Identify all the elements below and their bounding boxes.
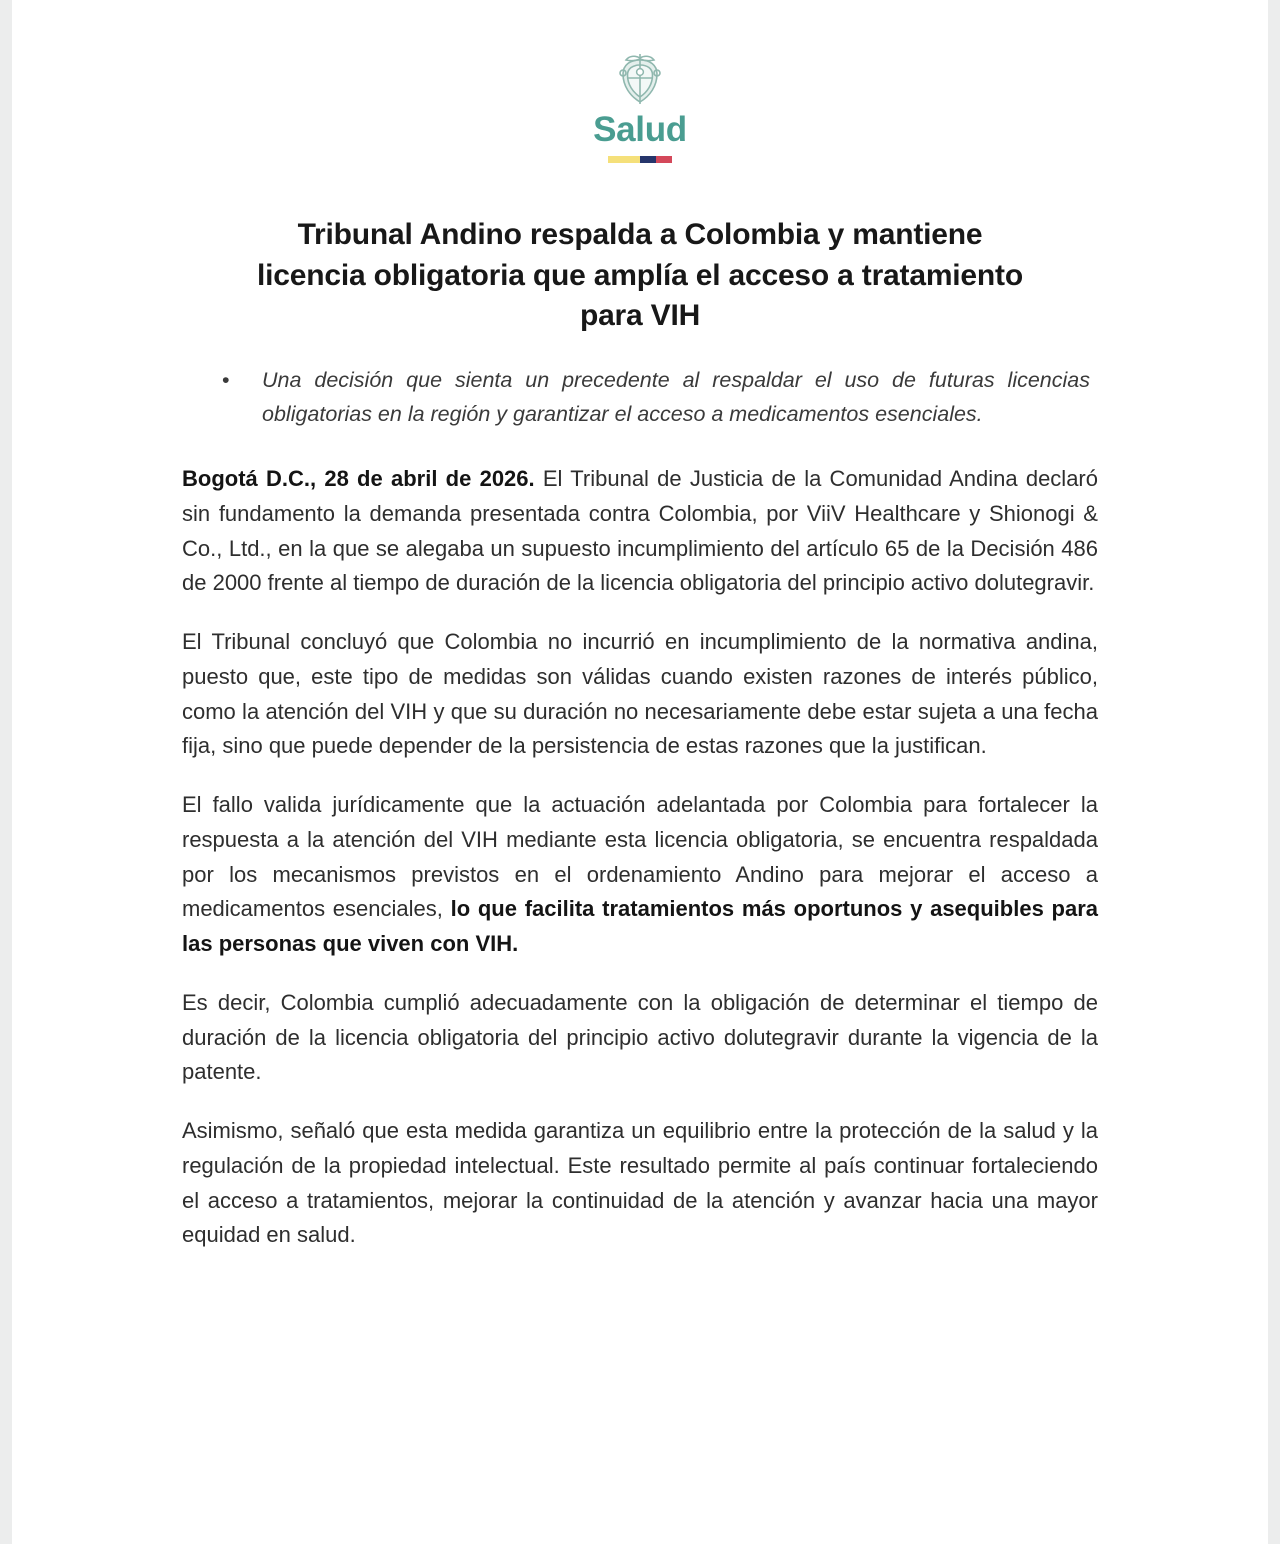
bullet-marker: • <box>222 367 230 392</box>
document-content <box>182 163 1098 1253</box>
list-item <box>182 363 1098 433</box>
flag-stripe-yellow <box>608 156 640 163</box>
page-title: Tribunal Andino respalda a Colombia y mantiene licencia obligatoria que amplía el acceso a tratamiento para VIH <box>257 218 1023 332</box>
dateline: Bogotá D.C., 28 de abril de 2026. <box>182 466 535 492</box>
flag-stripe-blue <box>640 156 656 163</box>
body-paragraph-2 <box>182 625 1098 764</box>
document-page <box>12 0 1268 1544</box>
colombia-flag-bar <box>608 156 672 163</box>
highlight-text: Una decisión que sienta un precedente al respaldar el uso de futuras licencias obligatorias en la región y garantizar el acceso a medicamentos esenciales. <box>262 367 1090 427</box>
body-paragraph-3 <box>182 788 1098 962</box>
masthead <box>12 0 1268 163</box>
paragraph-text: Es decir, Colombia cumplió adecuadamente con la obligación de determinar el tiempo de duración de la licencia obligatoria del principio activo dolutegravir durante la vigencia de la patente. <box>182 989 1098 1085</box>
paragraph-text: El fallo valida jurídicamente que la actuación adelantada por Colombia para fortalecer la respuesta a la atención del VIH mediante esta licencia obligatoria, se encuentra respaldada por los mecanismos previstos en el ordenamiento Andino para mejorar el acceso a medicamentos esenciales, <box>182 792 1098 922</box>
body-paragraph-1 <box>182 462 1098 601</box>
paragraph-text: Asimismo, señaló que esta medida garantiza un equilibrio entre la protección de la salud y la regulación de la propiedad intelectual. Este resultado permite al país continuar fortaleciendo el acceso a tratamientos, mejorar la continuidad de la atención y avanzar hacia una mayor equidad en salud. <box>182 1118 1098 1248</box>
salud-wordmark: Salud <box>593 110 687 149</box>
colombia-health-shield-emblem <box>611 52 669 108</box>
flag-stripe-red <box>656 156 672 163</box>
body-paragraph-4 <box>182 986 1098 1090</box>
highlights-list <box>182 363 1098 433</box>
body-paragraph-5 <box>182 1114 1098 1253</box>
paragraph-emphasis: lo que facilita tratamientos más oportunos y asequibles para las personas que viven con VIH. <box>182 896 1099 957</box>
paragraph-text: El Tribunal concluyó que Colombia no incurrió en incumplimiento de la normativa andina, puesto que, este tipo de medidas son válidas cuando existen razones de interés público, como la atención del VIH y que su duración no necesariamente debe estar sujeta a una fecha fija, sino que puede depender de la persistencia de estas razones que la justifican. <box>182 629 1098 759</box>
paragraph-text: El Tribunal de Justicia de la Comunidad Andina declaró sin fundamento la demanda presentada contra Colombia, por ViiV Healthcare y Shionogi & Co., Ltd., en la que se alegaba un supuesto incumplimiento del artículo 65 de la Decisión 486 de 2000 frente al tiempo de duración de la licencia obligatoria del principio activo dolutegravir. <box>182 466 1098 596</box>
